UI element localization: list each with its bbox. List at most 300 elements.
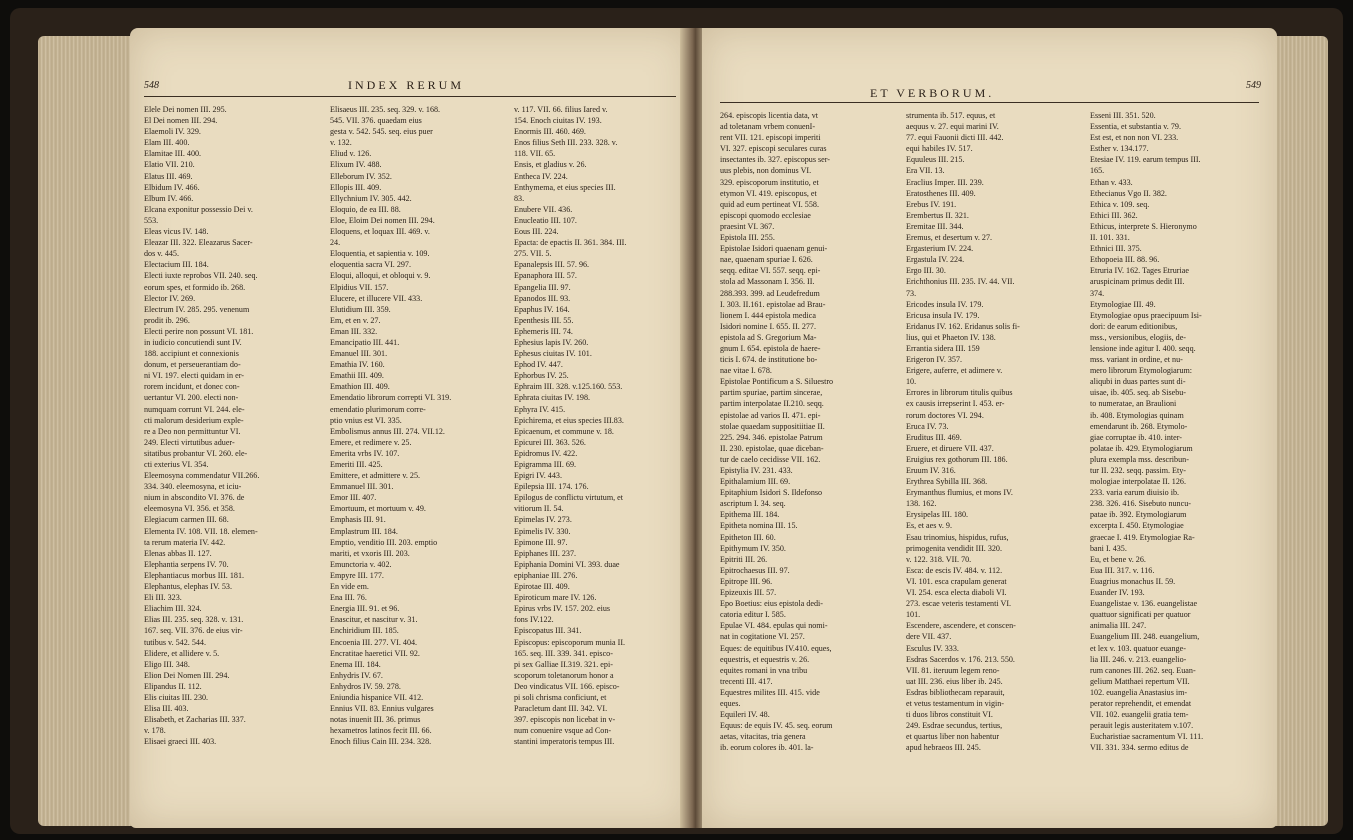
index-line: vitiorum II. 54. [514, 504, 564, 514]
index-line: Epitrope III. 96. [720, 576, 773, 586]
index-line: 249. Esdrae secundus, tertius, [906, 721, 1003, 731]
index-line: gelium Matthaei repertum VII. [1090, 676, 1190, 686]
index-line: cti malorum desiderium exple- [144, 415, 244, 425]
index-line: Elector IV. 269. [144, 293, 196, 303]
index-line: lius, qui et Phaeton IV. 138. [906, 332, 996, 342]
index-line: Elucere, et illucere VII. 433. [330, 293, 423, 303]
index-line: Emerita vrbs IV. 107. [330, 448, 400, 458]
index-line: equestris, et equestris v. 26. [720, 654, 810, 664]
right-page-number: 549 [1246, 80, 1261, 91]
index-line: 545. VII. 376. quaedam eius [330, 116, 422, 126]
index-line: Epenthesis III. 55. [514, 315, 574, 325]
right-running-head: ET VERBORUM. [870, 86, 995, 100]
index-line: dori: de earum editionibus, [1090, 321, 1178, 331]
index-line: Eruum IV. 316. [906, 466, 956, 475]
index-line: strumenta ib. 517. equus, et [906, 111, 996, 120]
index-line: Euangelium III. 248. euangelium, [1090, 632, 1200, 642]
index-line: nae, quaenam spuriae I. 626. [720, 255, 813, 265]
index-line: 188. accipiunt et connexionis [144, 349, 239, 359]
right-header-rule [720, 102, 1259, 103]
index-line: et quartus liber non habentur [906, 732, 1000, 742]
index-line: VII. 102. euangelii gratia tem- [1090, 710, 1189, 720]
index-line: Eridanus IV. 162. Eridanus solis fi- [906, 321, 1020, 331]
index-line: Epichirema, et eius species III.83. [514, 415, 624, 425]
index-line: mologiae interpolatae II. 126. [1090, 477, 1186, 487]
index-line: ib. 408. Etymologias quinam [1090, 410, 1184, 420]
index-line: Epicurei III. 363. 526. [514, 437, 586, 447]
index-line: Esther v. 134.177. [1090, 144, 1149, 154]
index-line: Epithalamium III. 69. [720, 477, 791, 487]
index-line: notas inuenit III. 36. primus [330, 715, 421, 725]
index-line: Epistolae Isidori quaenam genui- [720, 244, 828, 254]
index-line: numquam corrunt VI. 244. ele- [144, 404, 245, 414]
index-line: patae ib. 392. Etymologiarum [1090, 510, 1187, 520]
left-page [130, 28, 690, 828]
index-line: 24. [330, 238, 341, 248]
index-line: Eruere, et diruere VII. 437. [906, 443, 994, 453]
index-line: 329. episcoporum institutio, et [720, 177, 819, 187]
index-line: 374. [1090, 288, 1105, 298]
index-line: Encratitae haeretici VII. 92. [330, 648, 420, 658]
index-line: Ephorbus IV. 25. [514, 371, 569, 381]
index-line: Essentia, et substantia v. 79. [1090, 122, 1181, 132]
index-line: Epirus vrbs IV. 157. 202. eius [514, 604, 611, 614]
index-line: Ephraim III. 328. v.125.160. 553. [514, 382, 623, 392]
index-line: Escendere, ascendere, et conscen- [906, 621, 1016, 631]
index-line: prodit ib. 296. [144, 315, 190, 325]
index-line: II. 230. epistolae, quae diceban- [720, 443, 824, 453]
index-line: emendarunt ib. 268. Etymolo- [1090, 421, 1188, 431]
index-line: to numeratae, an Braulioni [1090, 399, 1177, 409]
index-line: Electacium III. 184. [144, 260, 209, 270]
index-line: rorum doctores VI. 294. [906, 410, 984, 420]
index-line: Eruca IV. 73. [906, 421, 949, 431]
index-line: Epistylia IV. 231. 433. [720, 466, 793, 475]
index-line: ni VI. 197. electi quidam in er- [144, 371, 244, 381]
index-line: Epitriti III. 26. [720, 554, 768, 564]
index-line: Emplastrum III. 184. [330, 526, 398, 536]
index-line: ta rerum materia IV. 442. [144, 537, 226, 547]
index-line: Elis ciuitas III. 230. [144, 692, 209, 702]
index-line: Erichthonius III. 235. IV. 44. VII. [906, 277, 1015, 287]
index-line: rorem incidunt, et donec con- [144, 382, 240, 392]
index-line: nium in abscondito VI. 376. de [144, 493, 245, 503]
index-line: excerpta I. 450. Etymologiae [1090, 521, 1184, 531]
index-line: Elephantus, elephas IV. 53. [144, 582, 232, 592]
index-line: Eleazar III. 322. Eleazarus Sacer- [144, 238, 253, 248]
index-line: aequus v. 27. equi marini IV. [906, 122, 999, 132]
right-page-edges [1272, 36, 1328, 826]
index-line: Elenas abbas II. 127. [144, 548, 212, 558]
index-line: VII. 331. 334. sermo editus de [1090, 743, 1189, 753]
index-line: Euagrius monachus II. 59. [1090, 576, 1176, 586]
index-line: Em, et en v. 27. [330, 315, 381, 325]
index-line: Elleborum IV. 352. [330, 171, 392, 181]
index-line: Eliud v. 126. [330, 149, 372, 159]
index-line: Eruditus III. 469. [906, 432, 962, 442]
index-line: Entheca IV. 224. [514, 171, 568, 181]
index-line: stola ad Massonam I. 356. II. [720, 277, 815, 287]
index-line: scoporum toletanorum honor a [514, 670, 614, 680]
index-line: Epiphanes III. 237. [514, 548, 577, 558]
index-line: Elbidum IV. 466. [144, 182, 200, 192]
index-line: Epistola III. 255. [720, 233, 775, 243]
index-line: Epitheta nomina III. 15. [720, 521, 798, 531]
index-line: Elidere, et allidere v. 5. [144, 648, 220, 658]
index-line: tur II. 232. seqq. passim. Ety- [1090, 466, 1186, 475]
index-line: Elutidium III. 359. [330, 304, 391, 314]
index-line: donum, et perseuerantiam do- [144, 360, 241, 370]
index-line: Episcopus: episcoporum munia II. [514, 637, 626, 647]
index-line: Eratosthenes III. 409. [906, 188, 976, 198]
index-line: Etymologiae III. 49. [1090, 299, 1156, 309]
index-line: Enucleatio III. 107. [514, 215, 577, 225]
index-line: Ellopis III. 409. [330, 182, 382, 192]
index-line: rum canones III. 262. seq. Euan- [1090, 665, 1196, 675]
index-line: Ephrata ciuitas IV. 198. [514, 393, 591, 403]
index-line: gesta v. 542. 545. seq. eius puer [330, 127, 433, 137]
index-line: dos v. 445. [144, 249, 179, 259]
index-line: et vetus testamentum in vigin- [906, 698, 1005, 708]
index-line: 288.393. 399. ad Leudefredum [720, 288, 820, 298]
index-line: Equileri IV. 48. [720, 710, 770, 720]
index-line: 83. [514, 193, 525, 203]
index-line: Elcana exponitur possessio Dei v. [144, 204, 253, 214]
index-line: Paracletum dant III. 342. VI. [514, 704, 608, 714]
index-line: plura exempla mss. describun- [1090, 454, 1189, 464]
index-line: Episcopatus III. 341. [514, 626, 582, 636]
index-line: ticis I. 674. de institutione bo- [720, 355, 818, 365]
index-line: Elatio VII. 210. [144, 160, 195, 170]
index-line: ptio vnius est VI. 335. [330, 415, 402, 425]
index-line: Elegiacum carmen III. 68. [144, 515, 229, 525]
index-line: Elatus III. 469. [144, 171, 193, 181]
index-line: Elpidius VII. 157. [330, 282, 389, 292]
index-line: Elipandus II. 112. [144, 681, 202, 691]
index-line: VII. 81. iteruum legem reno- [906, 665, 1000, 675]
index-line: Electi perire non possunt VI. 181. [144, 326, 254, 336]
index-line: Ephod IV. 447. [514, 360, 563, 370]
index-line: gnum I. 654. epistola de haere- [720, 343, 821, 353]
index-line: Ephemeris III. 74. [514, 326, 573, 336]
index-line: Erymanthus flumius, et mons IV. [906, 488, 1013, 498]
index-line: 249. Electi virtutibus aduer- [144, 437, 235, 447]
index-line: Etesiae IV. 119. earum tempus III. [1090, 155, 1201, 165]
index-line: Elephantia serpens IV. 70. [144, 559, 229, 569]
index-line: epistola ad S. Gregorium Ma- [720, 332, 817, 342]
index-line: Emathii III. 409. [330, 371, 384, 381]
index-line: Esca: de escis IV. 484. v. 112. [906, 565, 1003, 575]
index-line: Erebus IV. 191. [906, 199, 957, 209]
index-line: Eniundia hispanice VII. 412. [330, 692, 424, 702]
left-page-number: 548 [144, 80, 159, 91]
index-line: Epanalepsis III. 57. 96. [514, 260, 590, 270]
index-line: Epitaphium Isidori S. Ildefonso [720, 488, 823, 498]
index-line: Esau trinomius, hispidus, rufus, [906, 532, 1009, 542]
index-line: 73. [906, 288, 917, 298]
index-line: stantini imperatoris tempus III. [514, 737, 615, 747]
index-line: Ergastula IV. 224. [906, 255, 965, 265]
index-line: 275. VII. 5. [514, 249, 552, 259]
index-line: Emathia IV. 160. [330, 360, 385, 370]
index-line: Eleemosyna commendatur VII.266. [144, 471, 260, 481]
index-line: Elementa IV. 108. VII. 18. elemen- [144, 526, 258, 536]
index-line: re a Deo non permittuntur VI. [144, 426, 241, 436]
index-line: Emeriti III. 425. [330, 460, 383, 469]
index-line: Ethan v. 433. [1090, 177, 1133, 187]
index-line: mss. variant in ordine, et nu- [1090, 355, 1183, 365]
index-line: Emphasis III. 91. [330, 515, 386, 525]
index-line: Eman III. 332. [330, 326, 378, 336]
index-line: Eu, et bene v. 26. [1090, 554, 1146, 564]
index-line: 264. episcopis licentia data, vt [720, 111, 818, 120]
index-line: VI. 327. episcopi seculares curas [720, 144, 827, 154]
index-line: Erythrea Sybilla III. 368. [906, 477, 988, 487]
index-line: Equus: de equis IV. 45. seq. eorum [720, 721, 833, 731]
index-line: tur de caelo cecidisse VII. 162. [720, 454, 821, 464]
right-column-2 [906, 110, 1084, 753]
index-line: giae corruptae ib. 410. inter- [1090, 432, 1182, 442]
index-line: Equuleus III. 215. [906, 155, 965, 165]
index-line: equi habiles IV. 517. [906, 144, 973, 154]
index-line: Elele Dei nomen III. 295. [144, 105, 227, 114]
index-line: 138. 162. [906, 499, 937, 509]
index-line: emendatio plurimorum corre- [330, 404, 426, 414]
index-line: Eques: de equitibus IV.410. eques, [720, 643, 832, 653]
index-line: catoria editur I. 585. [720, 610, 786, 620]
index-line: 10. [906, 377, 917, 387]
index-line: Electi iuxte reprobos VII. 240. seq. [144, 271, 258, 281]
index-line: Ergo III. 30. [906, 266, 946, 276]
index-line: aliqubi in duas partes sunt di- [1090, 377, 1186, 387]
index-line: 238. 326. 416. Sisebuto nuncu- [1090, 499, 1191, 509]
index-line: v. 117. VII. 66. filius Iared v. [514, 105, 608, 114]
index-line: Era VII. 13. [906, 166, 945, 176]
index-line: Esculus IV. 333. [906, 643, 959, 653]
index-line: rent VII. 121. episcopi imperiti [720, 133, 821, 143]
right-page [702, 28, 1277, 828]
index-line: ib. eorum colores ib. 401. la- [720, 743, 814, 753]
index-line: Epithema III. 184. [720, 510, 780, 520]
index-line: Epangelia III. 97. [514, 282, 571, 292]
index-line: trecenti III. 417. [720, 676, 773, 686]
index-line: Eua III. 317. v. 116. [1090, 565, 1155, 575]
index-line: partim spuriae, partim sincerae, [720, 388, 823, 398]
index-line: graecae I. 419. Etymologiae Ra- [1090, 532, 1195, 542]
index-line: polatae ib. 429. Etymologiarum [1090, 443, 1193, 453]
index-line: Eleas vicus IV. 148. [144, 227, 209, 237]
index-line: 233. varia earum diuisio ib. [1090, 488, 1180, 498]
index-line: Euangelistae v. 136. euangelistae [1090, 599, 1198, 609]
index-line: 101. [906, 610, 921, 620]
index-line: animalia III. 247. [1090, 621, 1147, 631]
index-line: perauit legis austeritatem v.107. [1090, 721, 1194, 731]
index-line: Erysipelas III. 180. [906, 510, 969, 520]
index-line: Energia III. 91. et 96. [330, 604, 400, 614]
index-line: 165. [1090, 166, 1105, 176]
index-line: Emor III. 407. [330, 493, 377, 503]
index-line: v. 132. [330, 138, 352, 148]
index-line: in iudicio concutiendi sunt IV. [144, 337, 242, 347]
index-line: Elias III. 235. seq. 328. v. 131. [144, 615, 244, 625]
index-line: Epithymum IV. 350. [720, 543, 786, 553]
index-line: Etymologiae opus praecipuum Isi- [1090, 310, 1202, 320]
index-line: Emendatio librorum correpti VI. 319. [330, 393, 452, 403]
index-line: Eous III. 224. [514, 227, 559, 237]
index-line: Enema III. 184. [330, 659, 381, 669]
index-line: Equestres milites III. 415. vide [720, 687, 820, 697]
index-line: 167. seq. VII. 376. de eius vir- [144, 626, 243, 636]
index-line: Erigere, auferre, et adimere v. [906, 366, 1003, 376]
index-line: Eremus, et desertum v. 27. [906, 233, 993, 243]
index-line: 273. escae veteris testamenti VI. [906, 599, 1012, 609]
index-line: Elisa III. 403. [144, 704, 189, 714]
index-line: Elbum IV. 466. [144, 193, 194, 203]
index-line: lia III. 246. v. 213. euangelio- [1090, 654, 1187, 664]
index-line: 118. VII. 65. [514, 149, 556, 159]
index-line: aetas, vitacitas, tria genera [720, 732, 806, 742]
index-line: Eloe, Eloim Dei nomen III. 294. [330, 215, 435, 225]
index-line: Epidromus IV. 422. [514, 448, 578, 458]
index-line: VI. 101. esca crapulam generat [906, 576, 1007, 586]
index-line: El Dei nomen III. 294. [144, 116, 218, 126]
index-line: Embolismus annus III. 274. VII.12. [330, 426, 445, 436]
index-line: Euander IV. 193. [1090, 588, 1145, 598]
index-line: Elisaei graeci III. 403. [144, 737, 217, 747]
index-line: pi sex Galliae II.319. 321. epi- [514, 659, 613, 669]
index-line: et lex v. 103. quatuor euange- [1090, 643, 1186, 653]
index-line: Epimelas IV. 273. [514, 515, 572, 525]
index-line: Elisabeth, et Zacharias III. 337. [144, 715, 246, 725]
index-line: ascriptum I. 34. seq. [720, 499, 786, 509]
index-line: Est est, et non non VI. 233. [1090, 133, 1179, 143]
index-line: Ena III. 76. [330, 593, 367, 603]
index-line: Emathion III. 409. [330, 382, 390, 392]
index-line: uat III. 236. eius liber ib. 245. [906, 676, 1003, 686]
index-line: apud hebraeos III. 245. [906, 743, 981, 753]
right-column-3 [1090, 110, 1268, 753]
index-line: sitatibus probantur VI. 260. ele- [144, 448, 248, 458]
index-line: primogenita vendidit III. 320. [906, 543, 1002, 553]
index-line: mariti, et vxoris III. 203. [330, 548, 410, 558]
index-line: Epistolae Pontificum a S. Siluestro [720, 377, 834, 387]
index-line: Emptio, venditio III. 203. emptio [330, 537, 438, 547]
index-line: equites romani in vna tribu [720, 665, 808, 675]
index-line: uisae, ib. 405. seq. ab Sisebu- [1090, 388, 1186, 398]
index-line: Eloquio, de ea III. 88. [330, 204, 401, 214]
index-line: Ethicus, interprete S. Hieronymo [1090, 221, 1197, 231]
index-line: Eraclius Imper. III. 239. [906, 177, 984, 187]
index-line: Epilepsia III. 174. 176. [514, 482, 589, 492]
index-line: Elamitae III. 400. [144, 149, 202, 159]
index-line: Elion Dei Nomen III. 294. [144, 670, 230, 680]
index-line: 225. 294. 346. epistolae Patrum [720, 432, 823, 442]
index-line: Errantia sidera III. 159 [906, 343, 980, 353]
index-line: Erembertus II. 321. [906, 210, 969, 220]
index-line: Emunctoria v. 402. [330, 559, 392, 569]
index-line: eorum spes, et formido ib. 268. [144, 282, 246, 292]
index-line: Ensis, et gladius v. 26. [514, 160, 587, 170]
index-line: En vide em. [330, 582, 369, 592]
left-column-1 [144, 104, 322, 747]
index-line: seqq. editae VI. 557. seqq. epi- [720, 266, 821, 276]
index-line: Errores in librorum titulis quibus [906, 388, 1013, 398]
index-line: Elephantiacus morbus III. 181. [144, 570, 245, 580]
index-line: Eloqui, alloqui, et obloqui v. 9. [330, 271, 431, 281]
index-line: episcopi quomodo ecclesiae [720, 210, 811, 220]
index-line: etymon VI. 419. episcopus, et [720, 188, 817, 198]
index-line: Epicaenum, et commune v. 18. [514, 426, 614, 436]
index-line: Ellychnium IV. 305. 442. [330, 193, 412, 203]
index-line: eloquentia sacra VI. 297. [330, 260, 411, 270]
index-line: epiphaniae III. 276. [514, 570, 578, 580]
index-line: Enubere VII. 436. [514, 204, 573, 214]
index-line: nat in cogitatione VI. 257. [720, 632, 805, 642]
index-line: 397. episcopis non licebat in v- [514, 715, 616, 725]
index-line: hexametros latinos fecit III. 66. [330, 726, 432, 736]
index-line: VI. 254. esca electa diaboli VI. [906, 588, 1007, 598]
index-line: 102. euangelia Anastasius im- [1090, 687, 1188, 697]
index-line: Eloquens, et loquax III. 469. v. [330, 227, 430, 237]
left-page-edges [38, 36, 134, 826]
index-line: Ethecianus Vgo II. 382. [1090, 188, 1167, 198]
index-line: partim interpolatae II.210. seqq. [720, 399, 824, 409]
index-line: Emittere, et admittere v. 25. [330, 471, 421, 481]
index-line: Encoenia III. 277. VI. 404. [330, 637, 418, 647]
index-line: v. 122. 318. VII. 70. [906, 554, 972, 564]
index-line: 553. [144, 215, 159, 225]
index-line: num conuenire vsque ad Con- [514, 726, 612, 736]
index-line: 334. 340. eleemosyna, et iciu- [144, 482, 242, 492]
index-line: Elam III. 400. [144, 138, 190, 148]
index-line: ti duos libros constituit VI. [906, 710, 993, 720]
index-line: quid ad eum pertineat VI. 558. [720, 199, 819, 209]
index-line: tutibus v. 542. 544. [144, 637, 206, 647]
index-line: aruspicinam primus dedit III. [1090, 277, 1185, 287]
index-line: Epaphus IV. 164. [514, 304, 570, 314]
index-line: Emanuel III. 301. [330, 349, 388, 359]
index-line: Epitheton III. 60. [720, 532, 776, 542]
index-line: 154. Enoch ciuitas IV. 193. [514, 116, 602, 126]
index-line: Eremitae III. 344. [906, 221, 964, 231]
index-line: Elaemoli IV. 329. [144, 127, 201, 137]
index-line: mss., versionibus, elogiis, de- [1090, 332, 1186, 342]
index-line: ad toletanam vrbem conuenI- [720, 122, 816, 132]
index-line: Epulae VI. 484. epulas qui nomi- [720, 621, 828, 631]
index-line: Eli III. 323. [144, 593, 182, 603]
left-header-rule [144, 96, 676, 97]
index-line: Epiphania Domini VI. 393. duae [514, 559, 620, 569]
index-line: Enhydros IV. 59. 278. [330, 681, 401, 691]
index-line: Epo Boetius: eius epistola dedi- [720, 599, 823, 609]
index-line: epistolae ad varios II. 471. epi- [720, 410, 821, 420]
index-line: Epacta: de epactis II. 361. 384. III. [514, 238, 627, 248]
index-line: praesint VI. 367. [720, 221, 775, 231]
left-running-head: INDEX RERUM [348, 78, 464, 92]
index-line: Emancipatio III. 441. [330, 337, 400, 347]
index-line: 77. equi Fauonii dicti III. 442. [906, 133, 1004, 143]
index-line: Ennius VII. 83. Ennius vulgares [330, 704, 434, 714]
index-line: Emmanuel III. 301. [330, 482, 394, 492]
index-line: Epigri IV. 443. [514, 471, 562, 481]
index-line: ex causis irrepserint I. 453. er- [906, 399, 1005, 409]
index-line: Eucharistiae sacramentum VI. 111. [1090, 732, 1204, 742]
index-line: Epanodos III. 93. [514, 293, 571, 303]
index-line: Ergasterium IV. 224. [906, 244, 974, 254]
index-line: 165. seq. III. 339. 341. episco- [514, 648, 613, 658]
index-line: nae vitae I. 678. [720, 366, 772, 376]
index-line: Epiroticum mare IV. 126. [514, 593, 597, 603]
